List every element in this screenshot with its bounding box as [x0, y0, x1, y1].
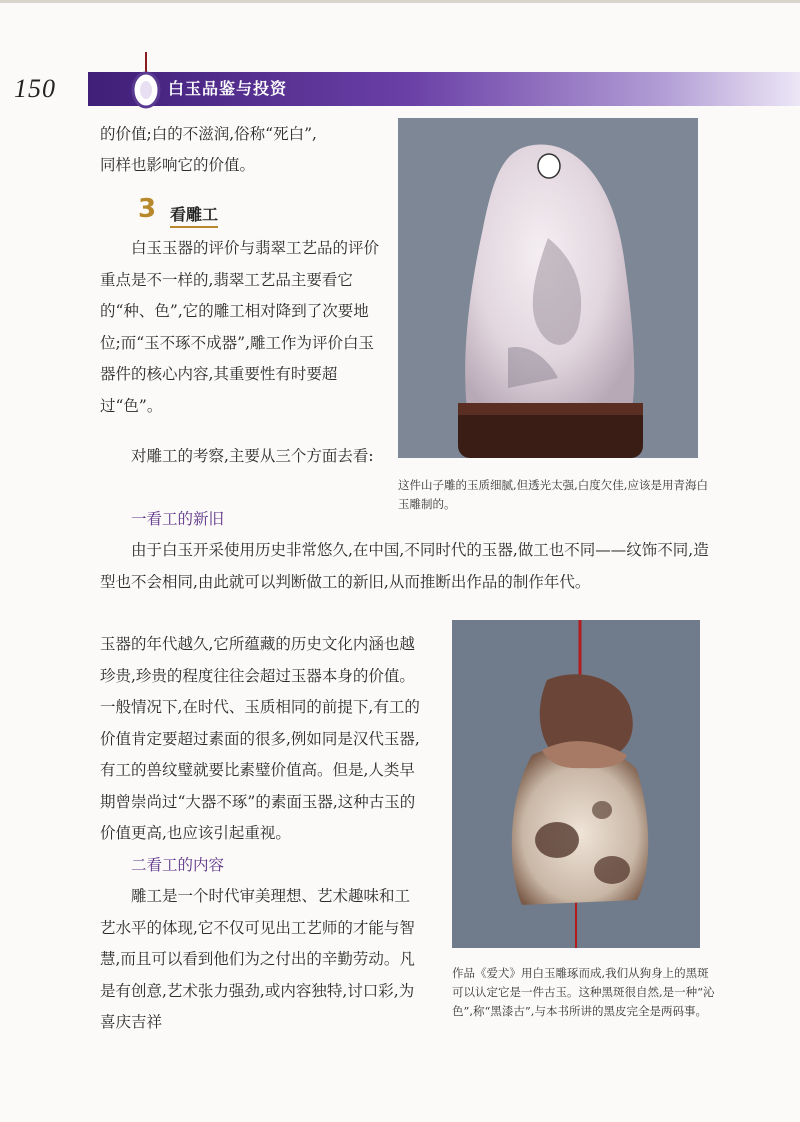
- intro-line-2: 同样也影响它的价值。: [100, 156, 256, 174]
- subheading-2: 二看工的内容: [131, 856, 225, 874]
- section-title: 看雕工: [170, 202, 218, 228]
- paragraph-1: 白玉玉器的评价与翡翠工艺品的评价重点是不一样的,翡翠工艺品主要看它的“种、色”,它的雕工相对降到了次要地位;而“玉不琢不成器”,雕工作为评价白玉器件的核心内容,其重要性有时要超过“色”。: [100, 239, 380, 415]
- jade-dog-photo: [452, 620, 700, 948]
- paragraph-4: 雕工是一个时代审美理想、艺术趣味和工艺水平的体现,它不仅可见出工艺师的才能与智慧,而且可以看到他们为之付出的辛勤劳动。凡是有创意,艺术张力强劲,或内容独特,讨口彩,为喜庆吉祥: [100, 887, 415, 1031]
- photo-1-caption: 这件山子雕的玉质细腻,但透光太强,白度欠佳,应该是用青海白玉雕制的。: [398, 477, 708, 511]
- intro-line-1: 的价值;白的不滋润,俗称“死白”,: [100, 125, 317, 143]
- subheading-1: 一看工的新旧: [131, 510, 225, 528]
- photo-2-caption: 作品《爱犬》用白玉雕琢而成,我们从狗身上的黑斑可以认定它是一件古玉。这种黑斑很自然,是一种“沁色”,称“黑漆古”,与本书所讲的黑皮完全是两码事。: [452, 965, 715, 1018]
- ornament-icon: [128, 50, 164, 110]
- top-rule: [0, 0, 800, 3]
- book-title: 白玉品鉴与投资: [168, 79, 288, 98]
- jade-carving-photo: [398, 118, 698, 458]
- paragraph-3a: 由于白玉开采使用历史非常悠久,在中国,不同时代的玉器,做工也不同——纹饰不同,造型也不会相同,由此就可以判断做工的新旧,从而推断出作品的制作年代。: [100, 541, 709, 591]
- page-number: 150: [14, 74, 56, 103]
- paragraph-3b: 玉器的年代越久,它所蕴藏的历史文化内涵也越珍贵,珍贵的程度往往会超过玉器本身的价值。一般情况下,在时代、玉质相同的前提下,有工的价值肯定要超过素面的很多,例如同是汉代玉器,有工的兽纹璧就要比素璧价值高。但是,人类早期曾崇尚过“大器不琢”的素面玉器,这种古玉的价值更高,也应该引起重视。: [100, 635, 420, 842]
- paragraph-2: 对雕工的考察,主要从三个方面去看:: [131, 447, 374, 465]
- section-number: 3: [138, 194, 157, 224]
